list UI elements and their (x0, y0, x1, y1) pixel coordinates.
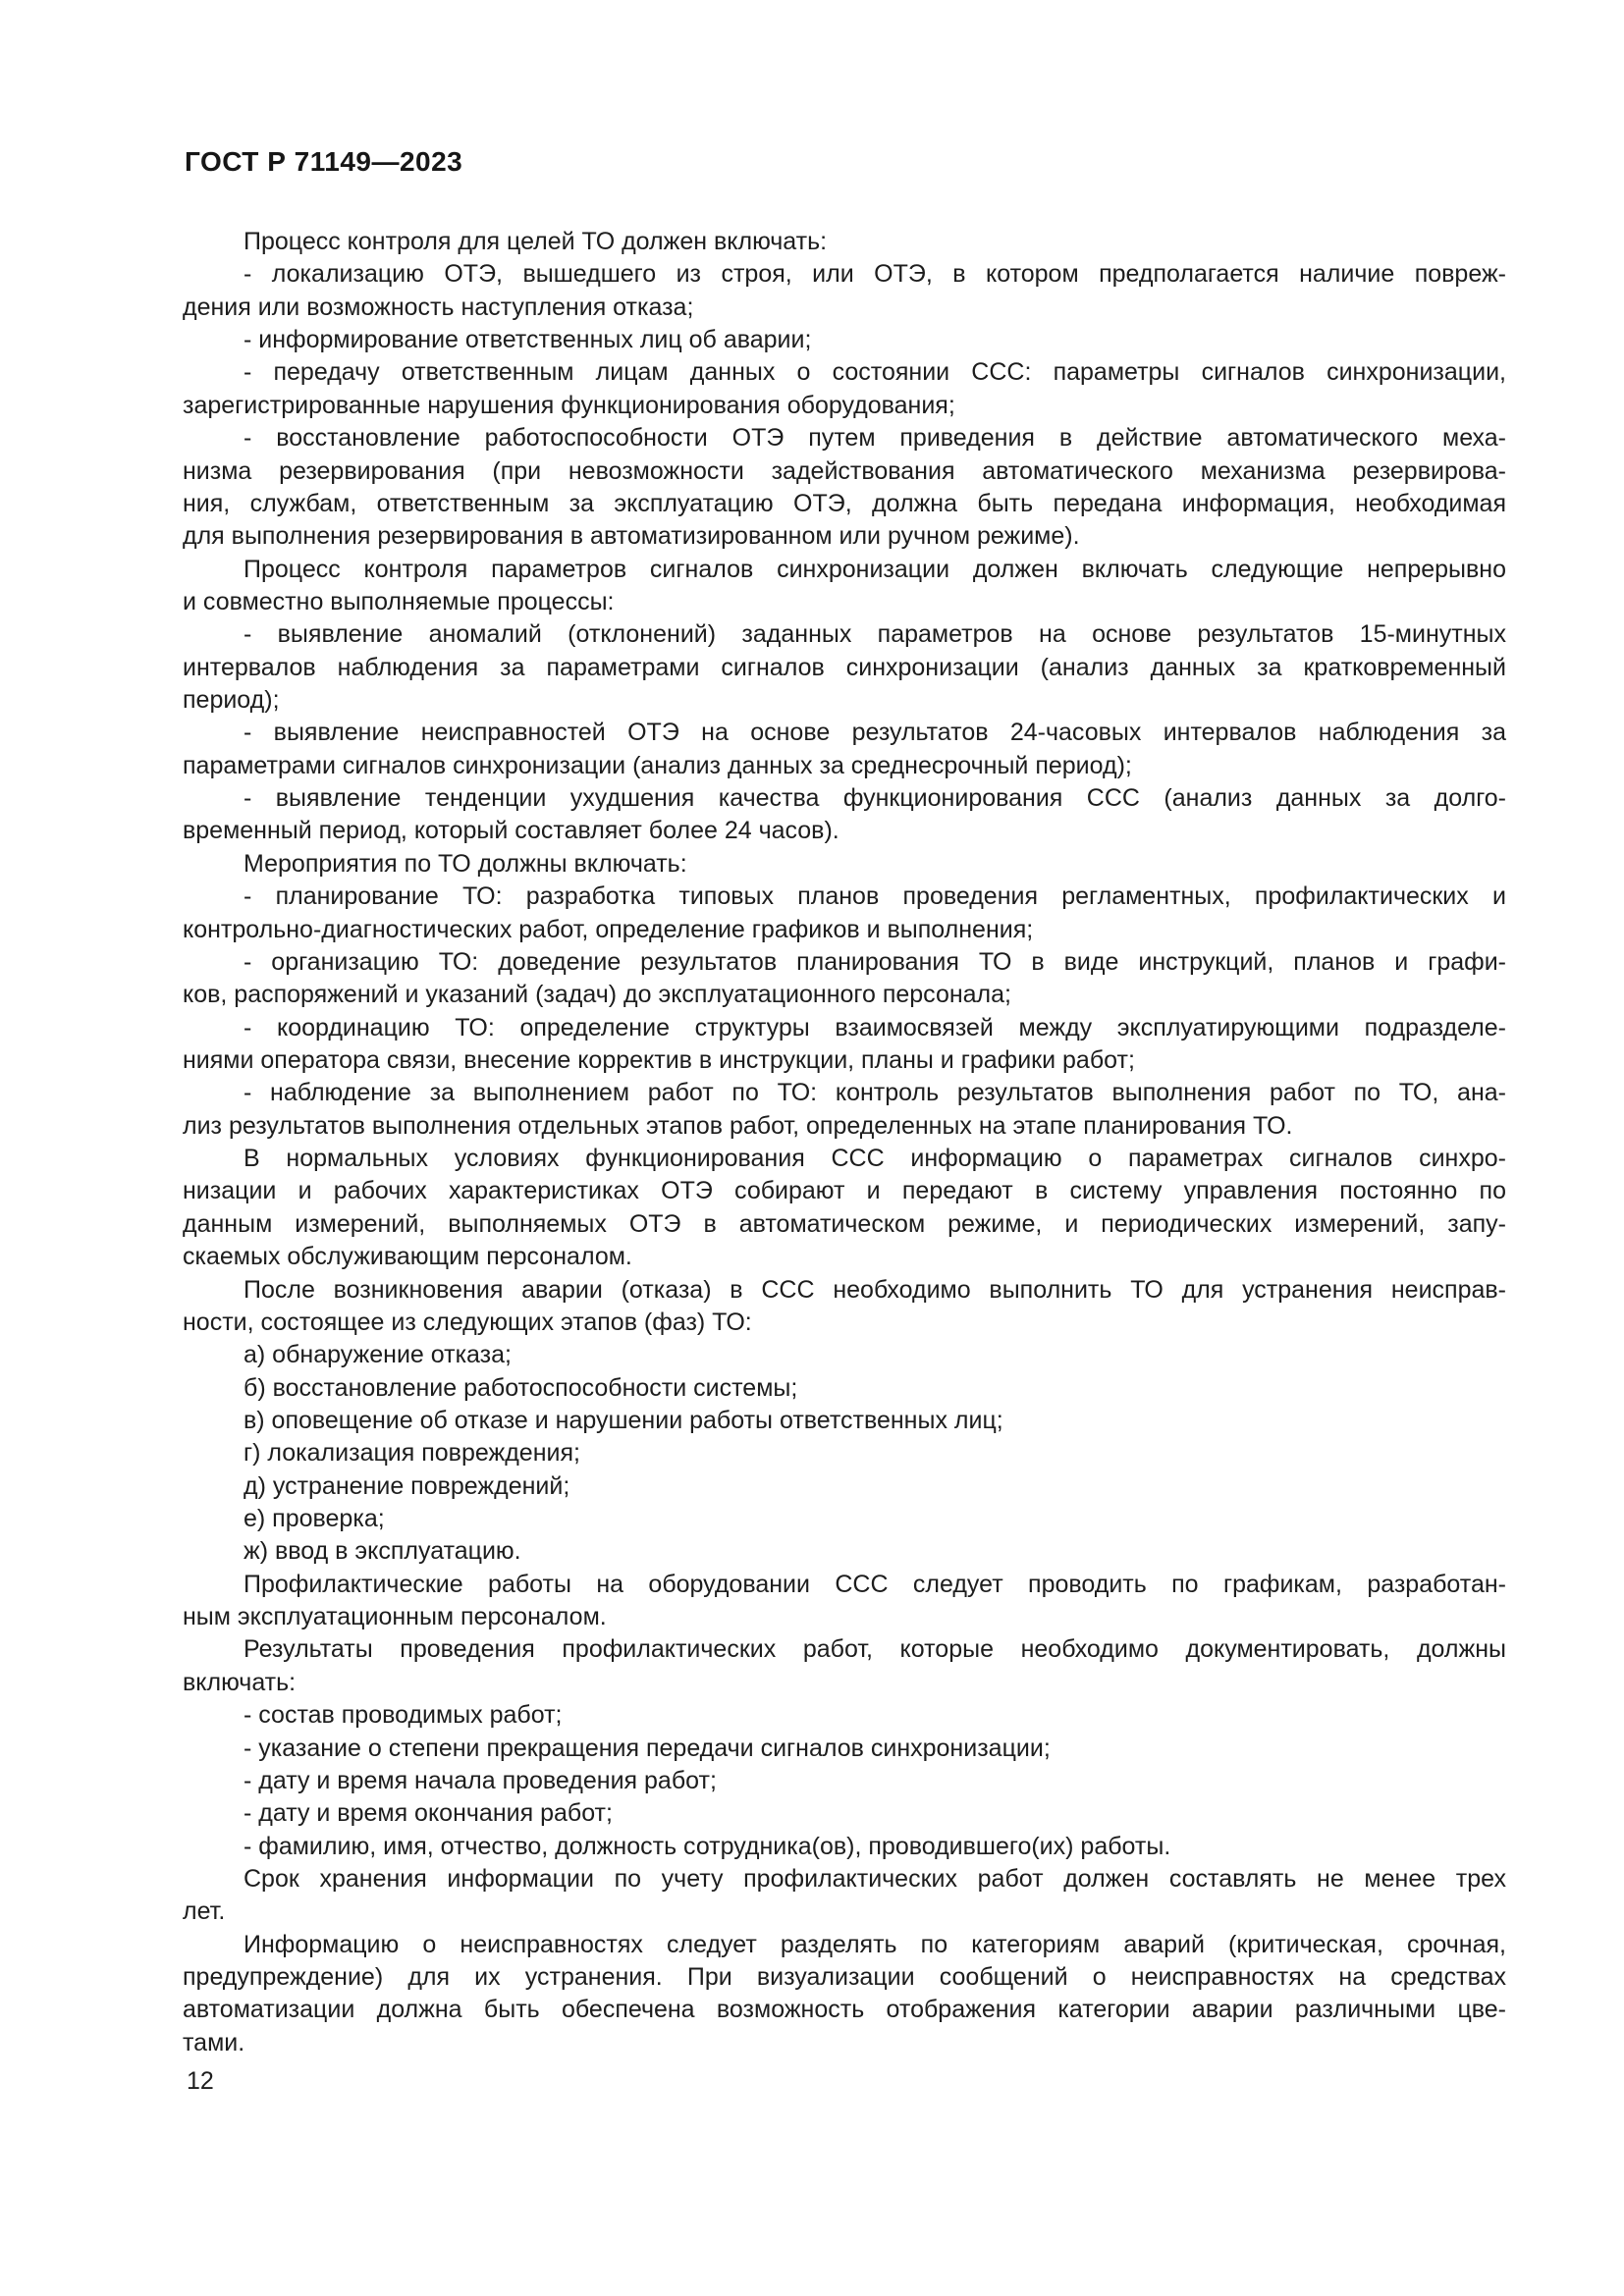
paragraph (183, 324, 1506, 356)
paragraph (183, 1569, 1506, 1634)
text-line: включать: (183, 1668, 297, 1696)
text-line: г) локализация повреждения; (244, 1439, 580, 1468)
paragraph (183, 1633, 1506, 1699)
paragraph (183, 226, 1506, 258)
text-line: Процесс контроля параметров сигналов синхронизации должен включать следующие непрерывно (244, 555, 1506, 583)
text-line: После возникновения аварии (отказа) в ССС необходимо выполнить ТО для устранения неисправ- (244, 1275, 1506, 1304)
text-line: - локализацию ОТЭ, вышедшего из строя, или ОТЭ, в котором предполагается наличие повреж- (244, 260, 1506, 289)
text-line: контрольно-диагностических работ, определение графиков и выполнения; (183, 915, 1034, 943)
paragraph (183, 554, 1506, 619)
paragraph (183, 1437, 1506, 1469)
paragraph (183, 946, 1506, 1012)
paragraph (183, 782, 1506, 848)
text-line: Результаты проведения профилактических работ, которые необходимо документировать, должны (244, 1635, 1506, 1664)
text-line: - планирование ТО: разработка типовых планов проведения регламентных, профилактических и (244, 882, 1506, 911)
text-line: ниями оператора связи, внесение корректив в инструкции, планы и графики работ; (183, 1045, 1135, 1074)
text-line: данным измерений, выполняемых ОТЭ в автоматическом режиме, и периодических измерений, запу- (183, 1209, 1506, 1238)
paragraph (183, 1012, 1506, 1078)
document-code: ГОСТ Р 71149—2023 (185, 146, 463, 177)
paragraph (183, 1372, 1506, 1405)
body-text (183, 226, 1506, 2059)
paragraph (183, 1831, 1506, 1863)
text-line: скаемых обслуживающим персоналом. (183, 1243, 632, 1271)
text-line: - выявление аномалий (отклонений) заданных параметров на основе результатов 15-минутных (244, 620, 1506, 649)
text-line: автоматизации должна быть обеспечена возможность отображения категории аварии различными цве- (183, 1996, 1506, 2024)
paragraph (183, 1535, 1506, 1568)
text-line: - указание о степени прекращения передачи сигналов синхронизации; (244, 1734, 1051, 1762)
text-line: предупреждение) для их устранения. При визуализации сообщений о неисправностях на средствах (183, 1963, 1506, 1992)
paragraph (183, 422, 1506, 553)
paragraph (183, 356, 1506, 422)
text-line: для выполнения резервирования в автоматизированном или ручном режиме). (183, 522, 1080, 551)
text-line: - наблюдение за выполнением работ по ТО: контроль результатов выполнения работ по ТО, ана- (244, 1079, 1506, 1107)
text-line: - выявление тенденции ухудшения качества функционирования ССС (анализ данных за долго- (244, 784, 1506, 813)
text-line: Мероприятия по ТО должны включать: (244, 849, 687, 878)
text-line: дения или возможность наступления отказа; (183, 293, 694, 321)
text-line: ж) ввод в эксплуатацию. (244, 1537, 521, 1566)
text-line: низации и рабочих характеристиках ОТЭ собирают и передают в систему управления постоянно по (183, 1177, 1506, 1205)
text-line: б) восстановление работоспособности системы; (244, 1373, 798, 1402)
paragraph (183, 1503, 1506, 1535)
paragraph (183, 1405, 1506, 1437)
text-line: интервалов наблюдения за параметрами сигналов синхронизации (анализ данных за кратковременный (183, 653, 1506, 681)
paragraph (183, 1274, 1506, 1340)
text-line: - организацию ТО: доведение результатов планирования ТО в виде инструкций, планов и графи- (244, 947, 1506, 976)
paragraph (183, 1797, 1506, 1830)
text-line: низма резервирования (при невозможности задействования автоматического механизма резервирова- (183, 456, 1506, 485)
text-line: лет. (183, 1897, 226, 1926)
paragraph (183, 881, 1506, 946)
text-line: ным эксплуатационным персоналом. (183, 1603, 607, 1631)
paragraph (183, 1339, 1506, 1371)
text-line: тами. (183, 2028, 245, 2056)
text-line: Информацию о неисправностях следует разделять по категориям аварий (критическая, срочная, (244, 1930, 1506, 1958)
text-line: ности, состоящее из следующих этапов (фаз) ТО: (183, 1308, 752, 1336)
text-line: - дату и время начала проведения работ; (244, 1766, 717, 1794)
paragraph (183, 1863, 1506, 1929)
paragraph (183, 1765, 1506, 1797)
paragraph (183, 717, 1506, 782)
page-number: 12 (187, 2067, 214, 2095)
text-line: - состав проводимых работ; (244, 1701, 563, 1730)
paragraph (183, 1929, 1506, 2059)
paragraph (183, 1470, 1506, 1503)
text-line: временный период, который составляет более 24 часов). (183, 817, 839, 845)
text-line: - информирование ответственных лиц об аварии; (244, 326, 812, 354)
text-line: Процесс контроля для целей ТО должен включать: (244, 228, 828, 255)
text-line: и совместно выполняемые процессы: (183, 587, 615, 615)
text-line: а) обнаружение отказа; (244, 1341, 512, 1369)
text-line: - выявление неисправностей ОТЭ на основе результатов 24-часовых интервалов наблюдения за (244, 719, 1506, 747)
text-line: д) устранение повреждений; (244, 1471, 570, 1500)
text-line: - дату и время окончания работ; (244, 1799, 613, 1828)
text-line: - восстановление работоспособности ОТЭ путем приведения в действие автоматического меха- (244, 424, 1506, 453)
paragraph (183, 258, 1506, 324)
text-line: период); (183, 686, 280, 715)
text-line: - координацию ТО: определение структуры взаимосвязей между эксплуатирующими подразделе- (244, 1013, 1506, 1041)
paragraph (183, 1143, 1506, 1273)
text-line: зарегистрированные нарушения функционирования оборудования; (183, 391, 955, 419)
text-line: параметрами сигналов синхронизации (анализ данных за среднесрочный период); (183, 751, 1132, 779)
text-line: В нормальных условиях функционирования ССС информацию о параметрах сигналов синхро- (244, 1145, 1506, 1173)
text-line: е) проверка; (244, 1505, 385, 1533)
paragraph (183, 1733, 1506, 1765)
text-line: ния, службам, ответственным за эксплуатацию ОТЭ, должна быть передана информация, необходимая (183, 489, 1506, 517)
text-line: Профилактические работы на оборудовании ССС следует проводить по графикам, разработан- (244, 1570, 1506, 1598)
text-line: ков, распоряжений и указаний (задач) до эксплуатационного персонала; (183, 981, 1011, 1009)
text-line: Срок хранения информации по учету профилактических работ должен составлять не менее трех (244, 1864, 1506, 1893)
text-line: в) оповещение об отказе и нарушении работы ответственных лиц; (244, 1406, 1003, 1434)
text-line: лиз результатов выполнения отдельных этапов работ, определенных на этапе планирования ТО. (183, 1111, 1293, 1140)
text-line: - передачу ответственным лицам данных о состоянии ССС: параметры сигналов синхронизации, (244, 358, 1506, 387)
paragraph (183, 848, 1506, 881)
paragraph (183, 618, 1506, 717)
paragraph (183, 1077, 1506, 1143)
text-line: - фамилию, имя, отчество, должность сотрудника(ов), проводившего(их) работы. (244, 1832, 1171, 1860)
paragraph (183, 1699, 1506, 1732)
